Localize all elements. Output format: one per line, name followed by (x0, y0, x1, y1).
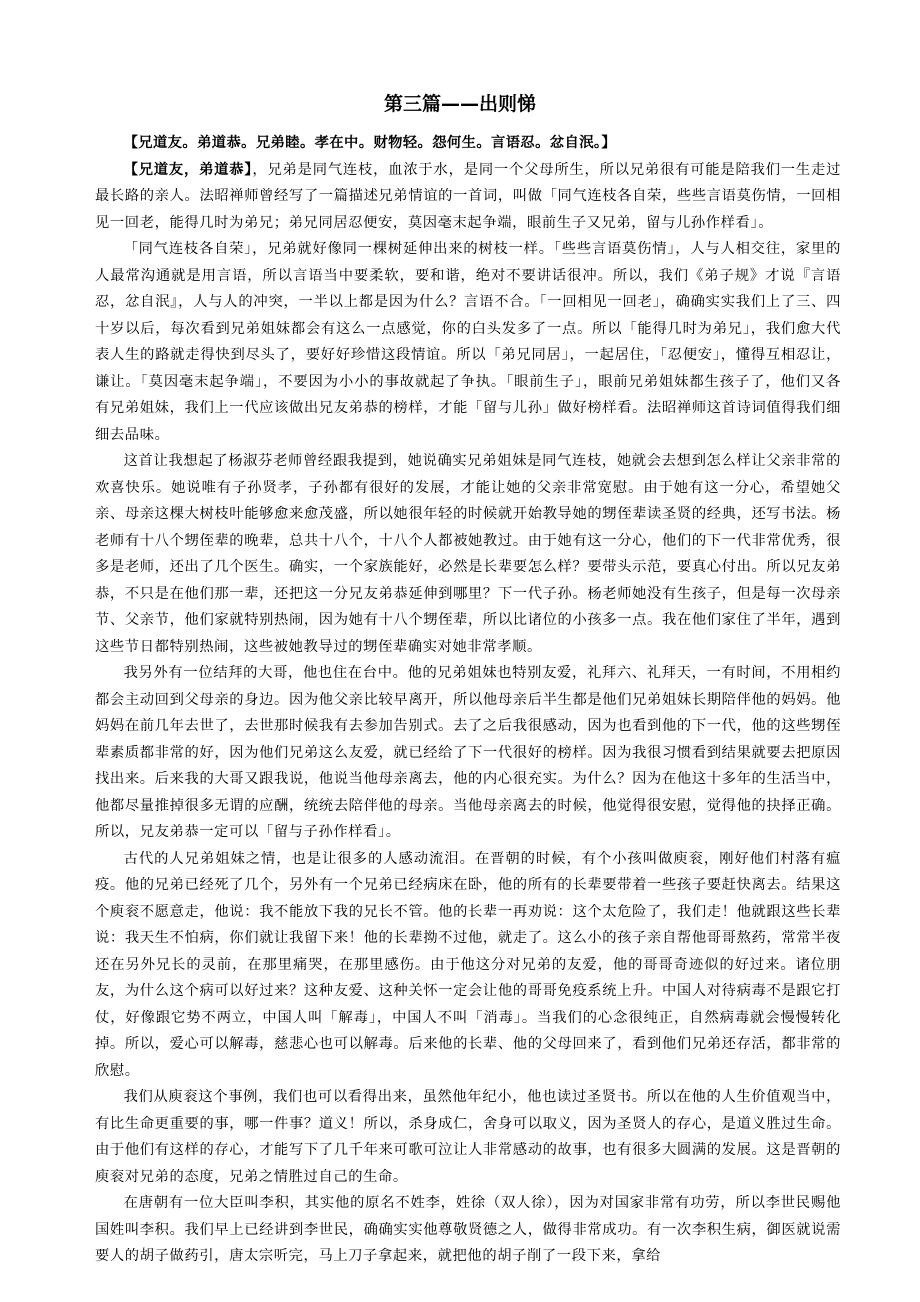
motto-line: 【兄道友。弟道恭。兄弟睦。孝在中。财物轻。怨何生。言语忍。忿自泯。】 (123, 135, 617, 151)
paragraph-5: 古代的人兄弟姐妹之情，也是让很多的人感动流泪。在晋朝的时候，有个小孩叫做庾衮，刚好他们村落有瘟疫。他的兄弟已经死了几个，另外有一个兄弟已经病床在卧，他的所有的长辈要带着一些孩子要赶快离去。结果这个庾衮不愿意走，他说：我不能放下我的兄长不管。他的长辈一再劝说：这个太危险了，我们走！他就跟这些长辈说：我天生不怕病，你们就让我留下来！他的长辈拗不过他，就走了。这么小的孩子亲自帮他哥哥熬药，常常半夜还在另外兄长的灵前，在那里痛哭，在那里感伤。由于他这分对兄弟的友爱，他的哥哥奇迹似的好过来。诸位朋友，为什么这个病可以好过来？这种友爱、这种关怀一定会让他的哥哥免疫系统上升。中国人对待病毒不是跟它打仗，好像跟它势不两立，中国人叫「解毒」，中国人不叫「消毒」。当我们的心念很纯正，自然病毒就会慢慢转化掉。所以，爱心可以解毒，慈悲心也可以解毒。后来他的长辈、他的父母回来了，看到他们兄弟还存活，都非常的欣慰。 (95, 850, 841, 1079)
paragraph-1 (95, 157, 841, 237)
paragraph-2: 「同气连枝各自荣」，兄弟就好像同一棵树延伸出来的树枝一样。「些些言语莫伤情」，人与人相交往，家里的人最常沟通就是用言语，所以言语当中要柔软，要和谐，绝对不要讲话很冲。所以，我们《弟子规》才说『言语忍，忿自泯』，人与人的冲突，一半以上都是因为什么？言语不合。「一回相见一回老」，确确实实我们上了三、四十岁以后，每次看到兄弟姐妹都会有这么一点感觉，你的白头发多了一点。所以「能得几时为弟兄」，我们愈大代表人生的路就走得快到尽头了，要好好珍惜这段情谊。所以「弟兄同居」，一起居住，「忍便安」，懂得互相忍让，谦让。「莫因毫末起争端」，不要因为小小的事故就起了争执。「眼前生子」，眼前兄弟姐妹都生孩子了，他们又各有兄弟姐妹，我们上一代应该做出兄友弟恭的榜样，才能「留与儿孙」做好榜样看。法昭禅师这首诗词值得我们细细去品味。 (95, 241, 841, 443)
paragraph-7: 在唐朝有一位大臣叫李积，其实他的原名不姓李，姓徐（双人徐），因为对国家非常有功劳，所以李世民赐他国姓叫李积。我们早上已经讲到李世民，确确实实他尊敬贤德之人，做得非常成功。有一次李积生病，御医就说需要人的胡子做药引，唐太宗听完，马上刀子拿起来，就把他的胡子削了一段下来，拿给 (95, 1195, 841, 1264)
page-title: 第三篇——出则悌 (383, 93, 536, 115)
document-body (95, 130, 841, 1270)
paragraph-3: 这首让我想起了杨淑芬老师曾经跟我提到，她说确实兄弟姐妹是同气连枝，她就会去想到怎么样让父亲非常的欢喜快乐。她说唯有子孙贤孝，子孙都有很好的发展，才能让她的父亲非常宽慰。由于她有这一分心，希望她父亲、母亲这棵大树枝叶能够愈来愈茂盛，所以她很年轻的时候就开始教导她的甥侄辈读圣贤的经典，还写书法。杨老师有十八个甥侄辈的晚辈，总共十八个，十八个人都被她教过。由于她有这一分心，他们的下一代非常优秀，很多是老师，还出了几个医生。确实，一个家族能好，必然是长辈要怎么样？要带头示范，要真心付出。所以兄友弟恭，不只是在他们那一辈，还把这一分兄友弟恭延伸到哪里？下一代子孙。杨老师她没有生孩子，但是每一次母亲节、父亲节，他们家就特别热闹，因为她有十八个甥侄辈，所以比诸位的小孩多一点。我在他们家住了半年，遇到这些节日都特别热闹，这些被她教导过的甥侄辈确实对她非常孝顺。 (95, 453, 841, 655)
paragraph-1-text: ，兄弟是同气连枝，血浓于水，是同一个父母所生，所以兄弟很有可能是陪我们一生走过最长路的亲人。法昭禅师曾经写了一篇描述兄弟情谊的一首词，叫做「同气连枝各自荣，些些言语莫伤情，一回相见一回老，能得几时为弟兄；弟兄同居忍便安，莫因毫末起争端，眼前生子又兄弟，留与儿孙作样看」。 (95, 161, 841, 231)
paragraph-4: 我另外有一位结拜的大哥，他也住在台中。他的兄弟姐妹也特别友爱，礼拜六、礼拜天，一有时间，不用相约都会主动回到父母亲的身边。因为他父亲比较早离开，所以他母亲后半生都是他们兄弟姐妹长期陪伴他的妈妈。他妈妈在前几年去世了，去世那时候我有去参加告别式。去了之后我很感动，因为也看到他的下一代，他的这些甥侄辈素质都非常的好，因为他们兄弟这么友爱，就已经给了下一代很好的榜样。因为我很习惯看到结果就要去把原因找出来。后来我的大哥又跟我说，他说当他母亲离去，他的内心很充实。为什么？因为在他这十多年的生活当中，他都尽量推掉很多无谓的应酬，统统去陪伴他的母亲。当他母亲离去的时候，他觉得很安慰，觉得他的抉择正确。所以，兄友弟恭一定可以「留与子孙作样看」。 (95, 665, 841, 840)
paragraph-6: 我们从庾衮这个事例，我们也可以看得出来，虽然他年纪小，他也读过圣贤书。所以在他的人生价值观当中，有比生命更重要的事，哪一件事？道义！所以，杀身成仁，舍身可以取义，因为圣贤人的存心，是道义胜过生命。由于他们有这样的存心，才能写下了几千年来可歌可泣让人非常感动的故事，也有很多大圆满的发展。这是晋朝的庾衮对兄弟的态度，兄弟之情胜过自己的生命。 (95, 1089, 841, 1185)
paragraph-lead: 【兄道友，弟道恭】 (123, 161, 253, 178)
